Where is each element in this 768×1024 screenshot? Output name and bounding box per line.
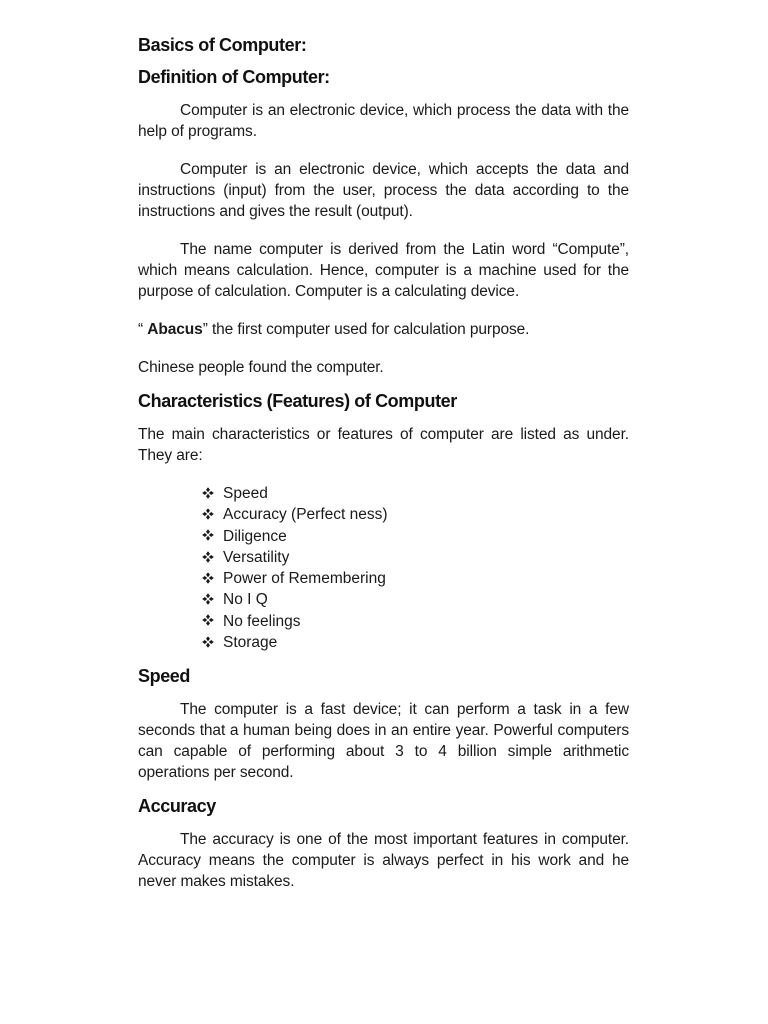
- speed-paragraph: The computer is a fast device; it can perform a task in a few seconds that a human being does in an entire year. Powerful computers can capable of performing about 3 to 4 billion simple arithmetic operations per second.: [138, 701, 629, 782]
- feature-label: Versatility: [223, 548, 290, 566]
- list-item: [202, 483, 629, 504]
- feature-label: Diligence: [223, 527, 287, 545]
- list-item: [202, 632, 629, 653]
- definition-heading: Definition of Computer:: [138, 67, 330, 87]
- four-diamond-bullet-icon: [202, 529, 214, 541]
- four-diamond-bullet-icon: [202, 614, 214, 626]
- feature-label: Power of Remembering: [223, 570, 386, 588]
- list-item: [202, 526, 629, 547]
- feature-label: Storage: [223, 634, 278, 652]
- four-diamond-bullet-icon: [202, 572, 214, 584]
- four-diamond-bullet-icon: [202, 508, 214, 520]
- accuracy-paragraph: The accuracy is one of the most important features in computer. Accuracy means the computer is always perfect in his work and he never makes mistakes.: [138, 831, 629, 891]
- abacus-word: Abacus: [147, 321, 203, 338]
- list-item: [202, 611, 629, 632]
- document-page: [138, 30, 629, 892]
- chinese-line: Chinese people found the computer.: [138, 359, 384, 376]
- abacus-line: [138, 319, 629, 340]
- abacus-open-quote: “: [138, 321, 148, 338]
- four-diamond-bullet-icon: [202, 593, 214, 605]
- list-item: [202, 589, 629, 610]
- feature-label: Speed: [223, 485, 268, 502]
- feature-label: No feelings: [223, 612, 301, 630]
- features-list: [138, 483, 629, 653]
- accuracy-heading: Accuracy: [138, 796, 216, 817]
- list-item: [202, 568, 629, 589]
- feature-label: No I Q: [223, 591, 268, 609]
- speed-heading: Speed: [138, 666, 191, 687]
- characteristics-intro: The main characteristics or features of computer are listed as under. They are:: [138, 426, 629, 464]
- document-title: Basics of Computer:: [138, 35, 307, 55]
- definition-paragraph-2: Computer is an electronic device, which accepts the data and instructions (input) from the user, process the data according to the instructions and gives the result (output).: [138, 161, 629, 220]
- definition-paragraph-1: Computer is an electronic device, which process the data with the help of programs.: [138, 102, 629, 140]
- feature-label: Accuracy (Perfect ness): [223, 506, 388, 524]
- list-item: [202, 547, 629, 568]
- abacus-rest: ” the first computer used for calculation purpose.: [202, 321, 530, 338]
- four-diamond-bullet-icon: [202, 636, 214, 648]
- list-item: [202, 504, 629, 525]
- four-diamond-bullet-icon: [202, 551, 214, 563]
- definition-paragraph-3: The name computer is derived from the Latin word “Compute”, which means calculation. Hence, computer is a machine used for the purpose of calculation. Computer is a calculating device.: [138, 241, 629, 300]
- four-diamond-bullet-icon: [202, 487, 214, 499]
- characteristics-heading: Characteristics (Features) of Computer: [138, 391, 457, 411]
